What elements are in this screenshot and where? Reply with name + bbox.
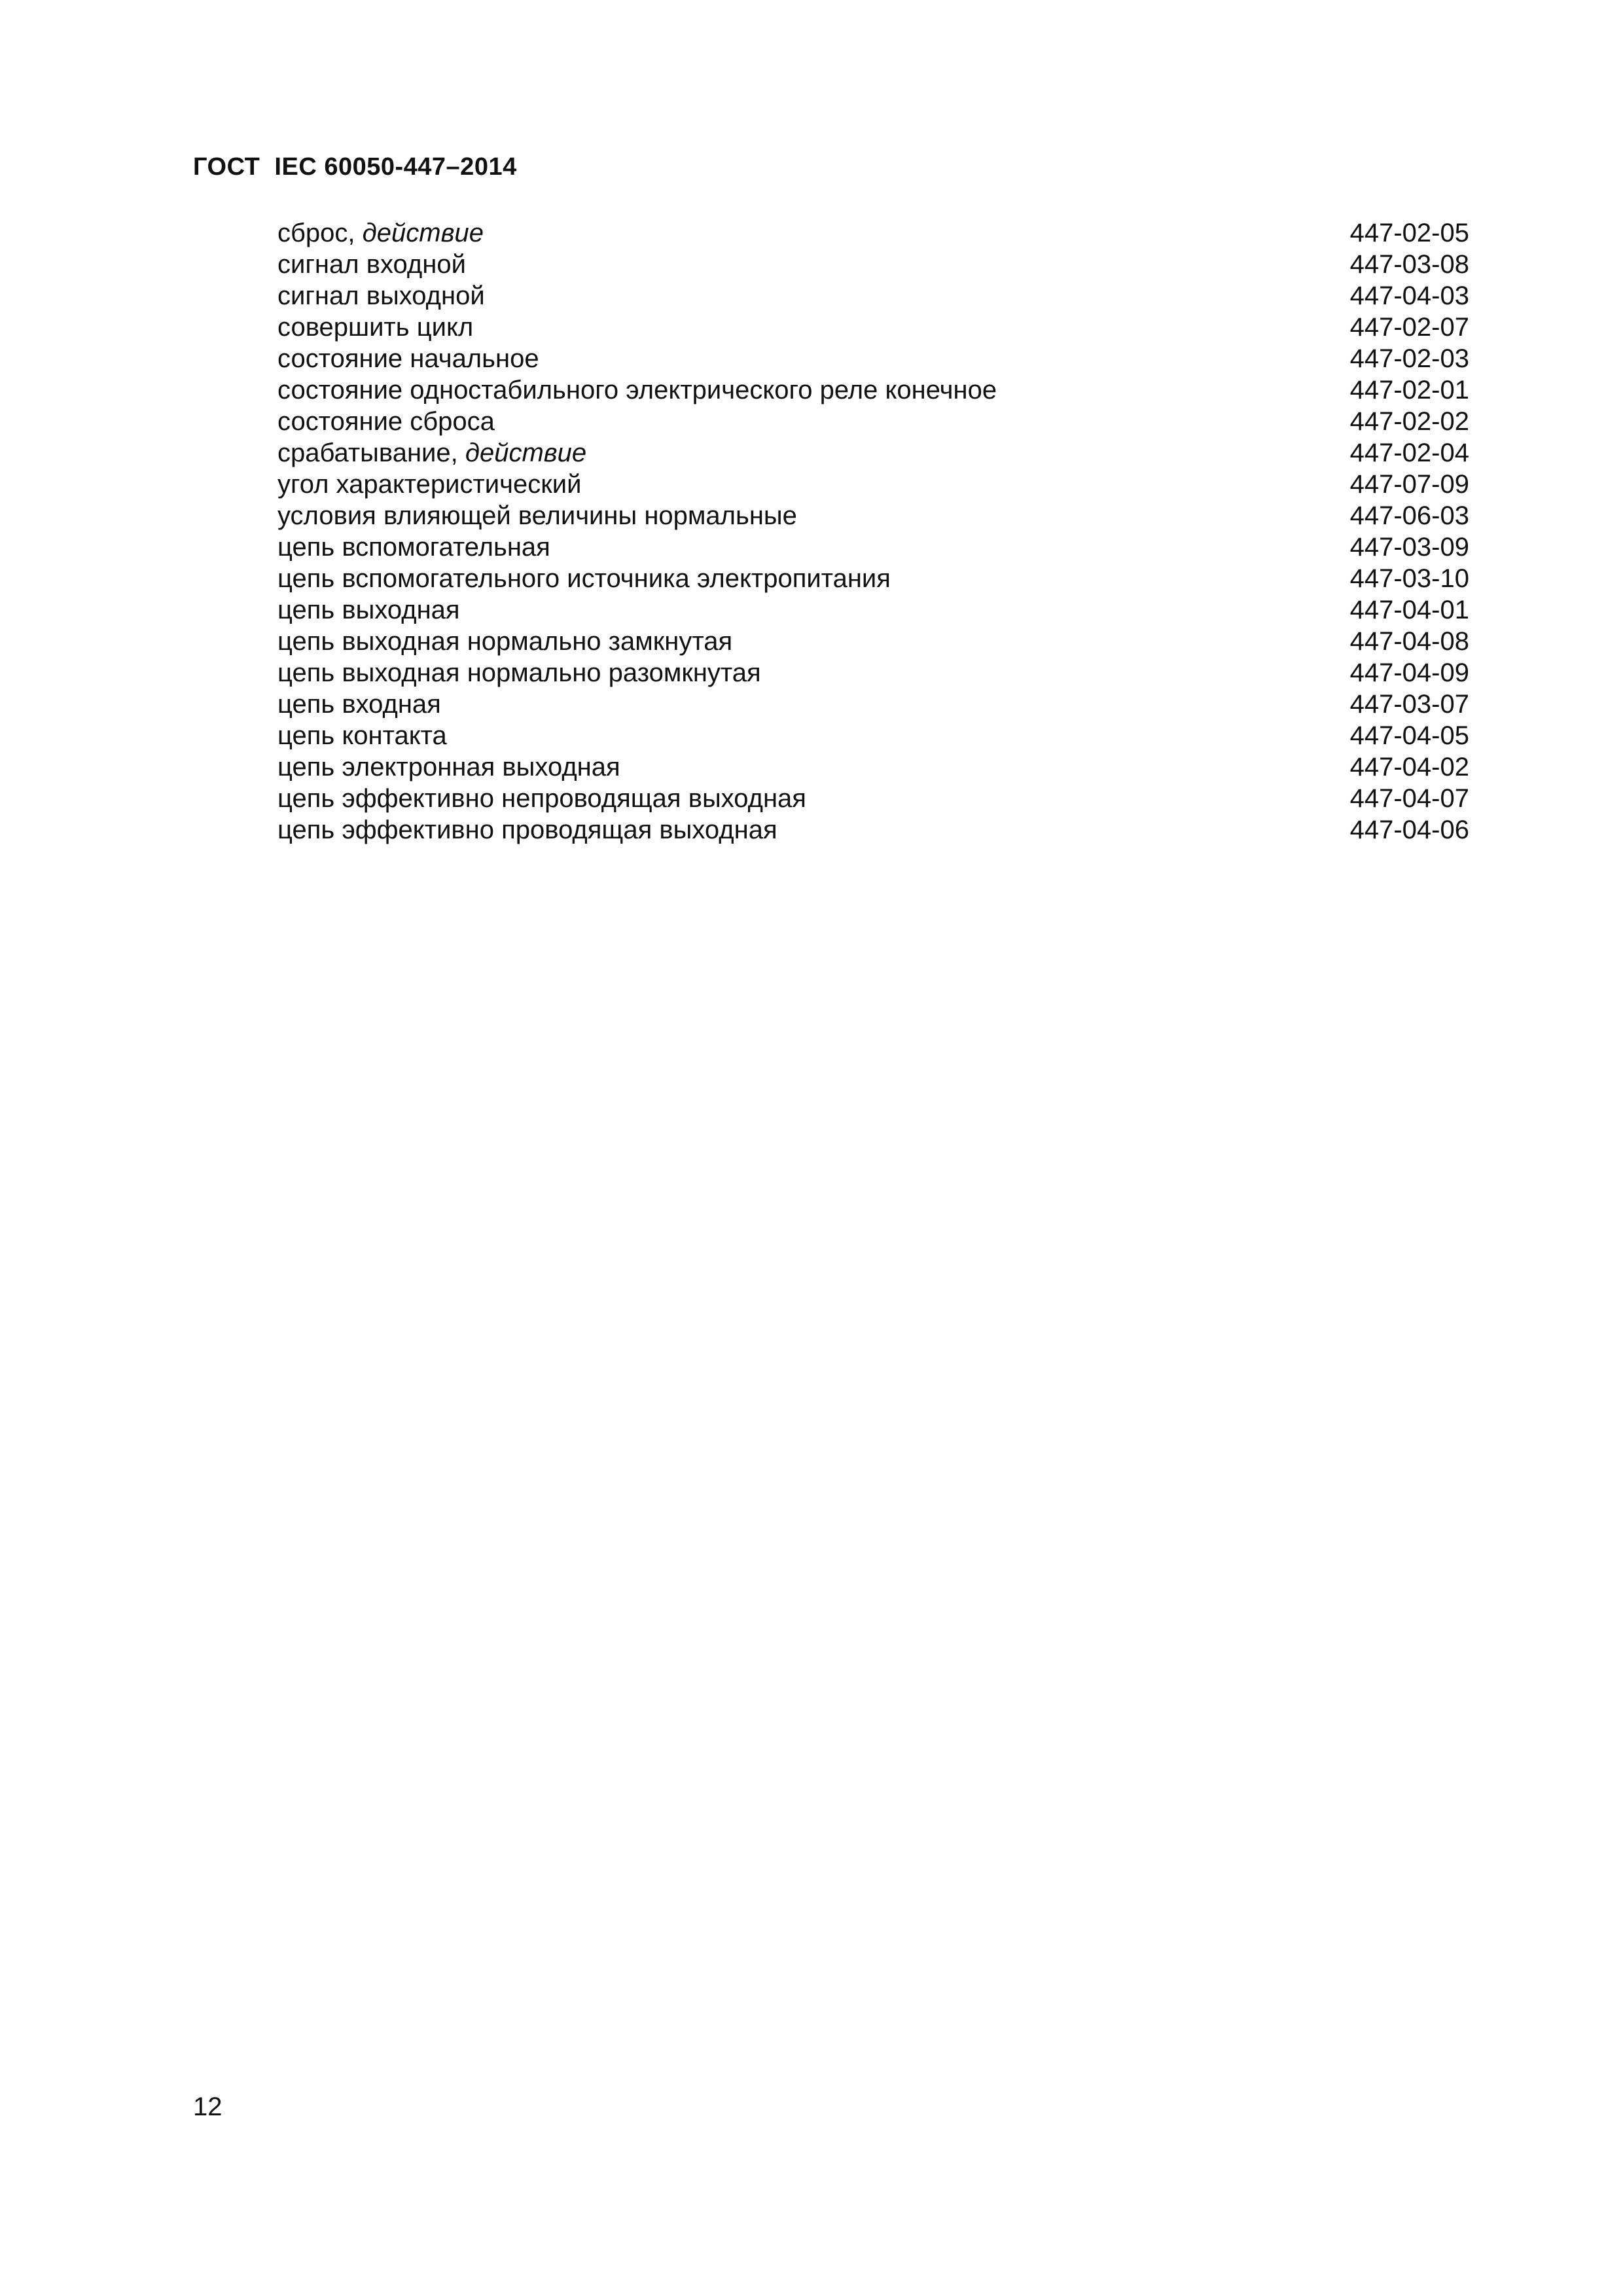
- index-term: сигнал входной: [277, 250, 466, 279]
- index-reference: 447-02-05: [1349, 219, 1469, 247]
- index-reference: 447-02-03: [1349, 344, 1469, 373]
- index-entry: [277, 500, 1469, 531]
- index-entry: [277, 751, 1469, 783]
- index-term: условия влияющей величины нормальные: [277, 501, 797, 530]
- index-term: цепь входная: [277, 690, 441, 719]
- index-term: цепь выходная: [277, 596, 460, 624]
- index-term: совершить цикл: [277, 313, 474, 342]
- index-reference: 447-04-09: [1349, 658, 1469, 687]
- index-reference: 447-03-08: [1349, 250, 1469, 279]
- index-entry: [277, 720, 1469, 751]
- index-term: цепь эффективно непроводящая выходная: [277, 784, 806, 813]
- index-entry: [277, 657, 1469, 689]
- page-header-standard-title: ГОСТ IEC 60050-447–2014: [193, 153, 517, 181]
- index-reference: 447-07-09: [1349, 470, 1469, 499]
- index-term: цепь выходная нормально разомкнутая: [277, 658, 761, 687]
- term-index-list: [277, 217, 1469, 846]
- index-term: состояние сброса: [277, 407, 495, 436]
- index-entry: [277, 406, 1469, 437]
- index-term: состояние одностабильного электрического реле конечное: [277, 376, 997, 404]
- page-number: 12: [193, 2092, 223, 2121]
- index-reference: 447-04-03: [1349, 281, 1469, 310]
- index-entry: [277, 437, 1469, 469]
- index-reference: 447-02-01: [1349, 376, 1469, 404]
- index-reference: 447-04-06: [1349, 816, 1469, 844]
- index-term: цепь контакта: [277, 721, 447, 750]
- index-reference: 447-04-05: [1349, 721, 1469, 750]
- index-entry: [277, 249, 1469, 280]
- index-entry: [277, 312, 1469, 343]
- index-entry: [277, 594, 1469, 626]
- index-reference: 447-02-02: [1349, 407, 1469, 436]
- index-entry: [277, 531, 1469, 563]
- index-term: цепь эффективно проводящая выходная: [277, 816, 777, 844]
- index-reference: 447-02-07: [1349, 313, 1469, 342]
- index-reference: 447-02-04: [1349, 439, 1469, 467]
- index-reference: 447-04-02: [1349, 753, 1469, 781]
- index-entry: [277, 814, 1469, 846]
- index-term: цепь выходная нормально замкнутая: [277, 627, 733, 656]
- index-entry: [277, 280, 1469, 312]
- index-entry: [277, 217, 1469, 249]
- index-reference: 447-04-01: [1349, 596, 1469, 624]
- index-term: сигнал выходной: [277, 281, 485, 310]
- index-entry: [277, 343, 1469, 374]
- index-term: цепь электронная выходная: [277, 753, 620, 781]
- index-entry: [277, 374, 1469, 406]
- index-reference: 447-06-03: [1349, 501, 1469, 530]
- index-reference: 447-03-09: [1349, 533, 1469, 562]
- index-term: состояние начальное: [277, 344, 539, 373]
- index-term: срабатывание, действие: [277, 439, 587, 467]
- index-reference: 447-04-08: [1349, 627, 1469, 656]
- index-entry: [277, 689, 1469, 720]
- index-reference: 447-03-10: [1349, 564, 1469, 593]
- index-term: угол характеристический: [277, 470, 582, 499]
- index-reference: 447-04-07: [1349, 784, 1469, 813]
- index-term: сброс, действие: [277, 219, 484, 247]
- index-reference: 447-03-07: [1349, 690, 1469, 719]
- index-entry: [277, 783, 1469, 814]
- index-term: цепь вспомогательная: [277, 533, 550, 562]
- index-term: цепь вспомогательного источника электропитания: [277, 564, 891, 593]
- index-entry: [277, 469, 1469, 500]
- index-entry: [277, 626, 1469, 657]
- index-entry: [277, 563, 1469, 594]
